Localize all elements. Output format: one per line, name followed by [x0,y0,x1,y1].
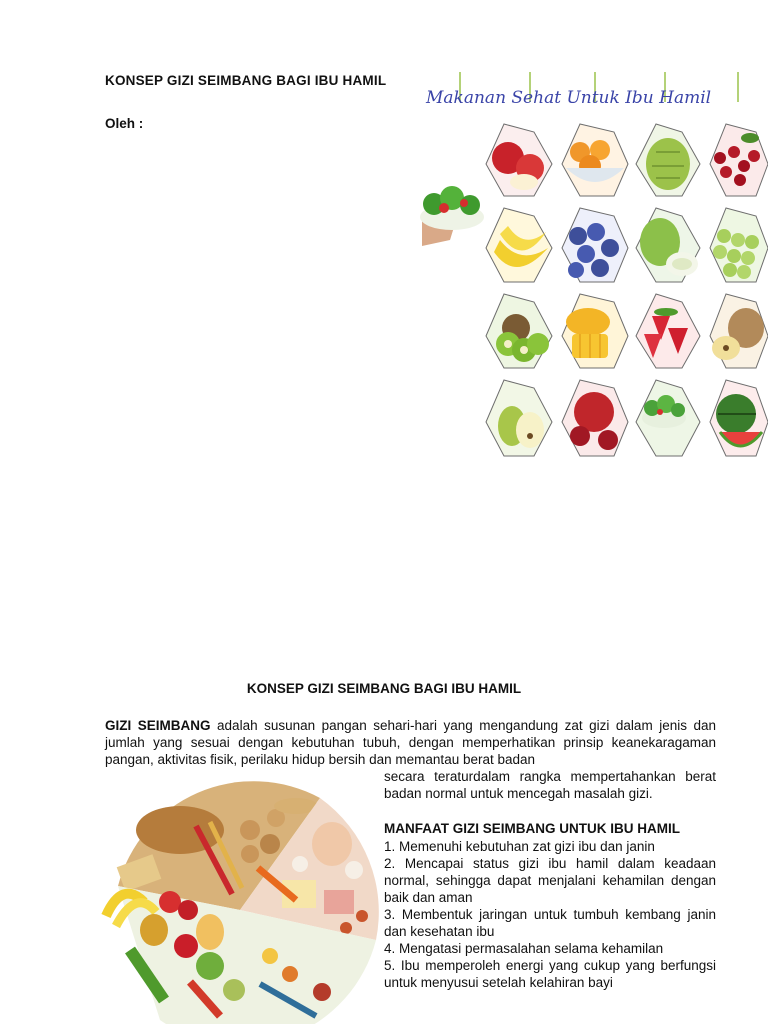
list-item: 3. Membentuk jaringan untuk tumbuh kembang janin dan kesehatan ibu [384,907,716,939]
term-gizi-seimbang: GIZI SEIMBANG [105,718,211,733]
poster-caption: Makanan Sehat Untuk Ibu Hamil [426,88,712,108]
author-label: Oleh : [105,116,144,131]
list-item: 1. Memenuhi kebutuhan zat gizi ibu dan janin [384,839,655,854]
definition-text-part2: secara teraturdalam rangka mempertahankan berat badan normal untuk mencegah masalah gizi. [384,769,716,801]
list-item: 2. Mencapai status gizi ibu hamil dalam keadaan normal, sehingga dapat menjalani kehamilan dengan baik dan aman [384,856,716,905]
page2-title: KONSEP GIZI SEIMBANG BAGI IBU HAMIL [246,681,522,696]
manfaat-list [384,838,716,991]
definition-paragraph [105,717,716,768]
definition-text-part1: adalah susunan pangan sehari-hari yang mengandung zat gizi dalam jenis dan jumlah yang sesuai dengan kebutuhan tubuh, dengan memperhatikan prinsip keanekaragaman pangan, aktivitas fisik, perilaku hidup bersih dan memantau berat badan [105,718,717,767]
manfaat-heading: MANFAAT GIZI SEIMBANG UNTUK IBU HAMIL [384,821,680,836]
page1-title: KONSEP GIZI SEIMBANG BAGI IBU HAMIL [105,73,387,88]
fruit-poster-image [420,72,768,468]
food-pie-image [100,770,380,1024]
custard-apple-icon [646,138,690,190]
salad-bowl-icon [420,186,484,246]
list-item: 4. Mengatasi permasalahan selama kehamilan [384,941,664,956]
list-item: 5. Ibu memperoleh energi yang cukup yang berfungsi untuk menyusui setelah kelahiran bayi [384,958,716,990]
